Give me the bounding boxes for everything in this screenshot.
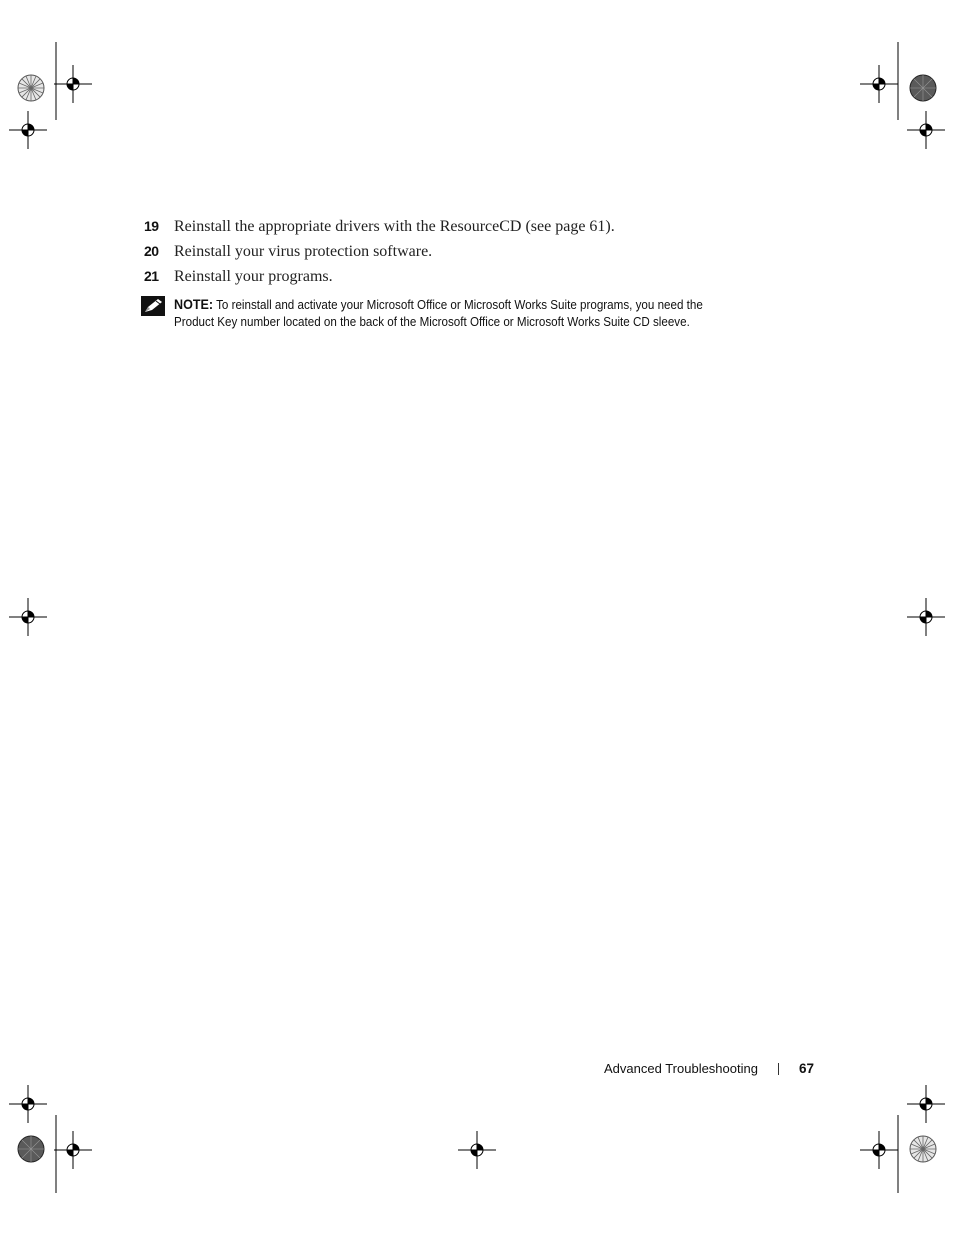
footer-section-title: Advanced Troubleshooting bbox=[604, 1061, 758, 1076]
step-text: Reinstall your programs. bbox=[174, 268, 333, 285]
note-text: To reinstall and activate your Microsoft Office or Microsoft Works Suite programs, you need the Product Key number located on the back of the Microsoft Office or Microsoft Works Suite CD sleeve. bbox=[174, 298, 703, 329]
step-text: Reinstall the appropriate drivers with the ResourceCD (see page 61). bbox=[174, 218, 615, 235]
note-label: NOTE: bbox=[174, 297, 214, 312]
pencil-note-icon bbox=[141, 296, 174, 318]
step-number: 21 bbox=[144, 268, 159, 284]
step-19 bbox=[144, 218, 615, 242]
step-20 bbox=[144, 243, 432, 267]
step-number: 20 bbox=[144, 243, 159, 259]
step-text: Reinstall your virus protection software. bbox=[174, 243, 433, 260]
note-body bbox=[174, 296, 739, 331]
page-number: 67 bbox=[798, 1061, 814, 1076]
step-21 bbox=[144, 268, 333, 292]
footer-divider bbox=[778, 1063, 779, 1075]
page-footer bbox=[604, 1061, 814, 1076]
step-number: 19 bbox=[144, 218, 159, 234]
note-callout bbox=[141, 296, 781, 331]
